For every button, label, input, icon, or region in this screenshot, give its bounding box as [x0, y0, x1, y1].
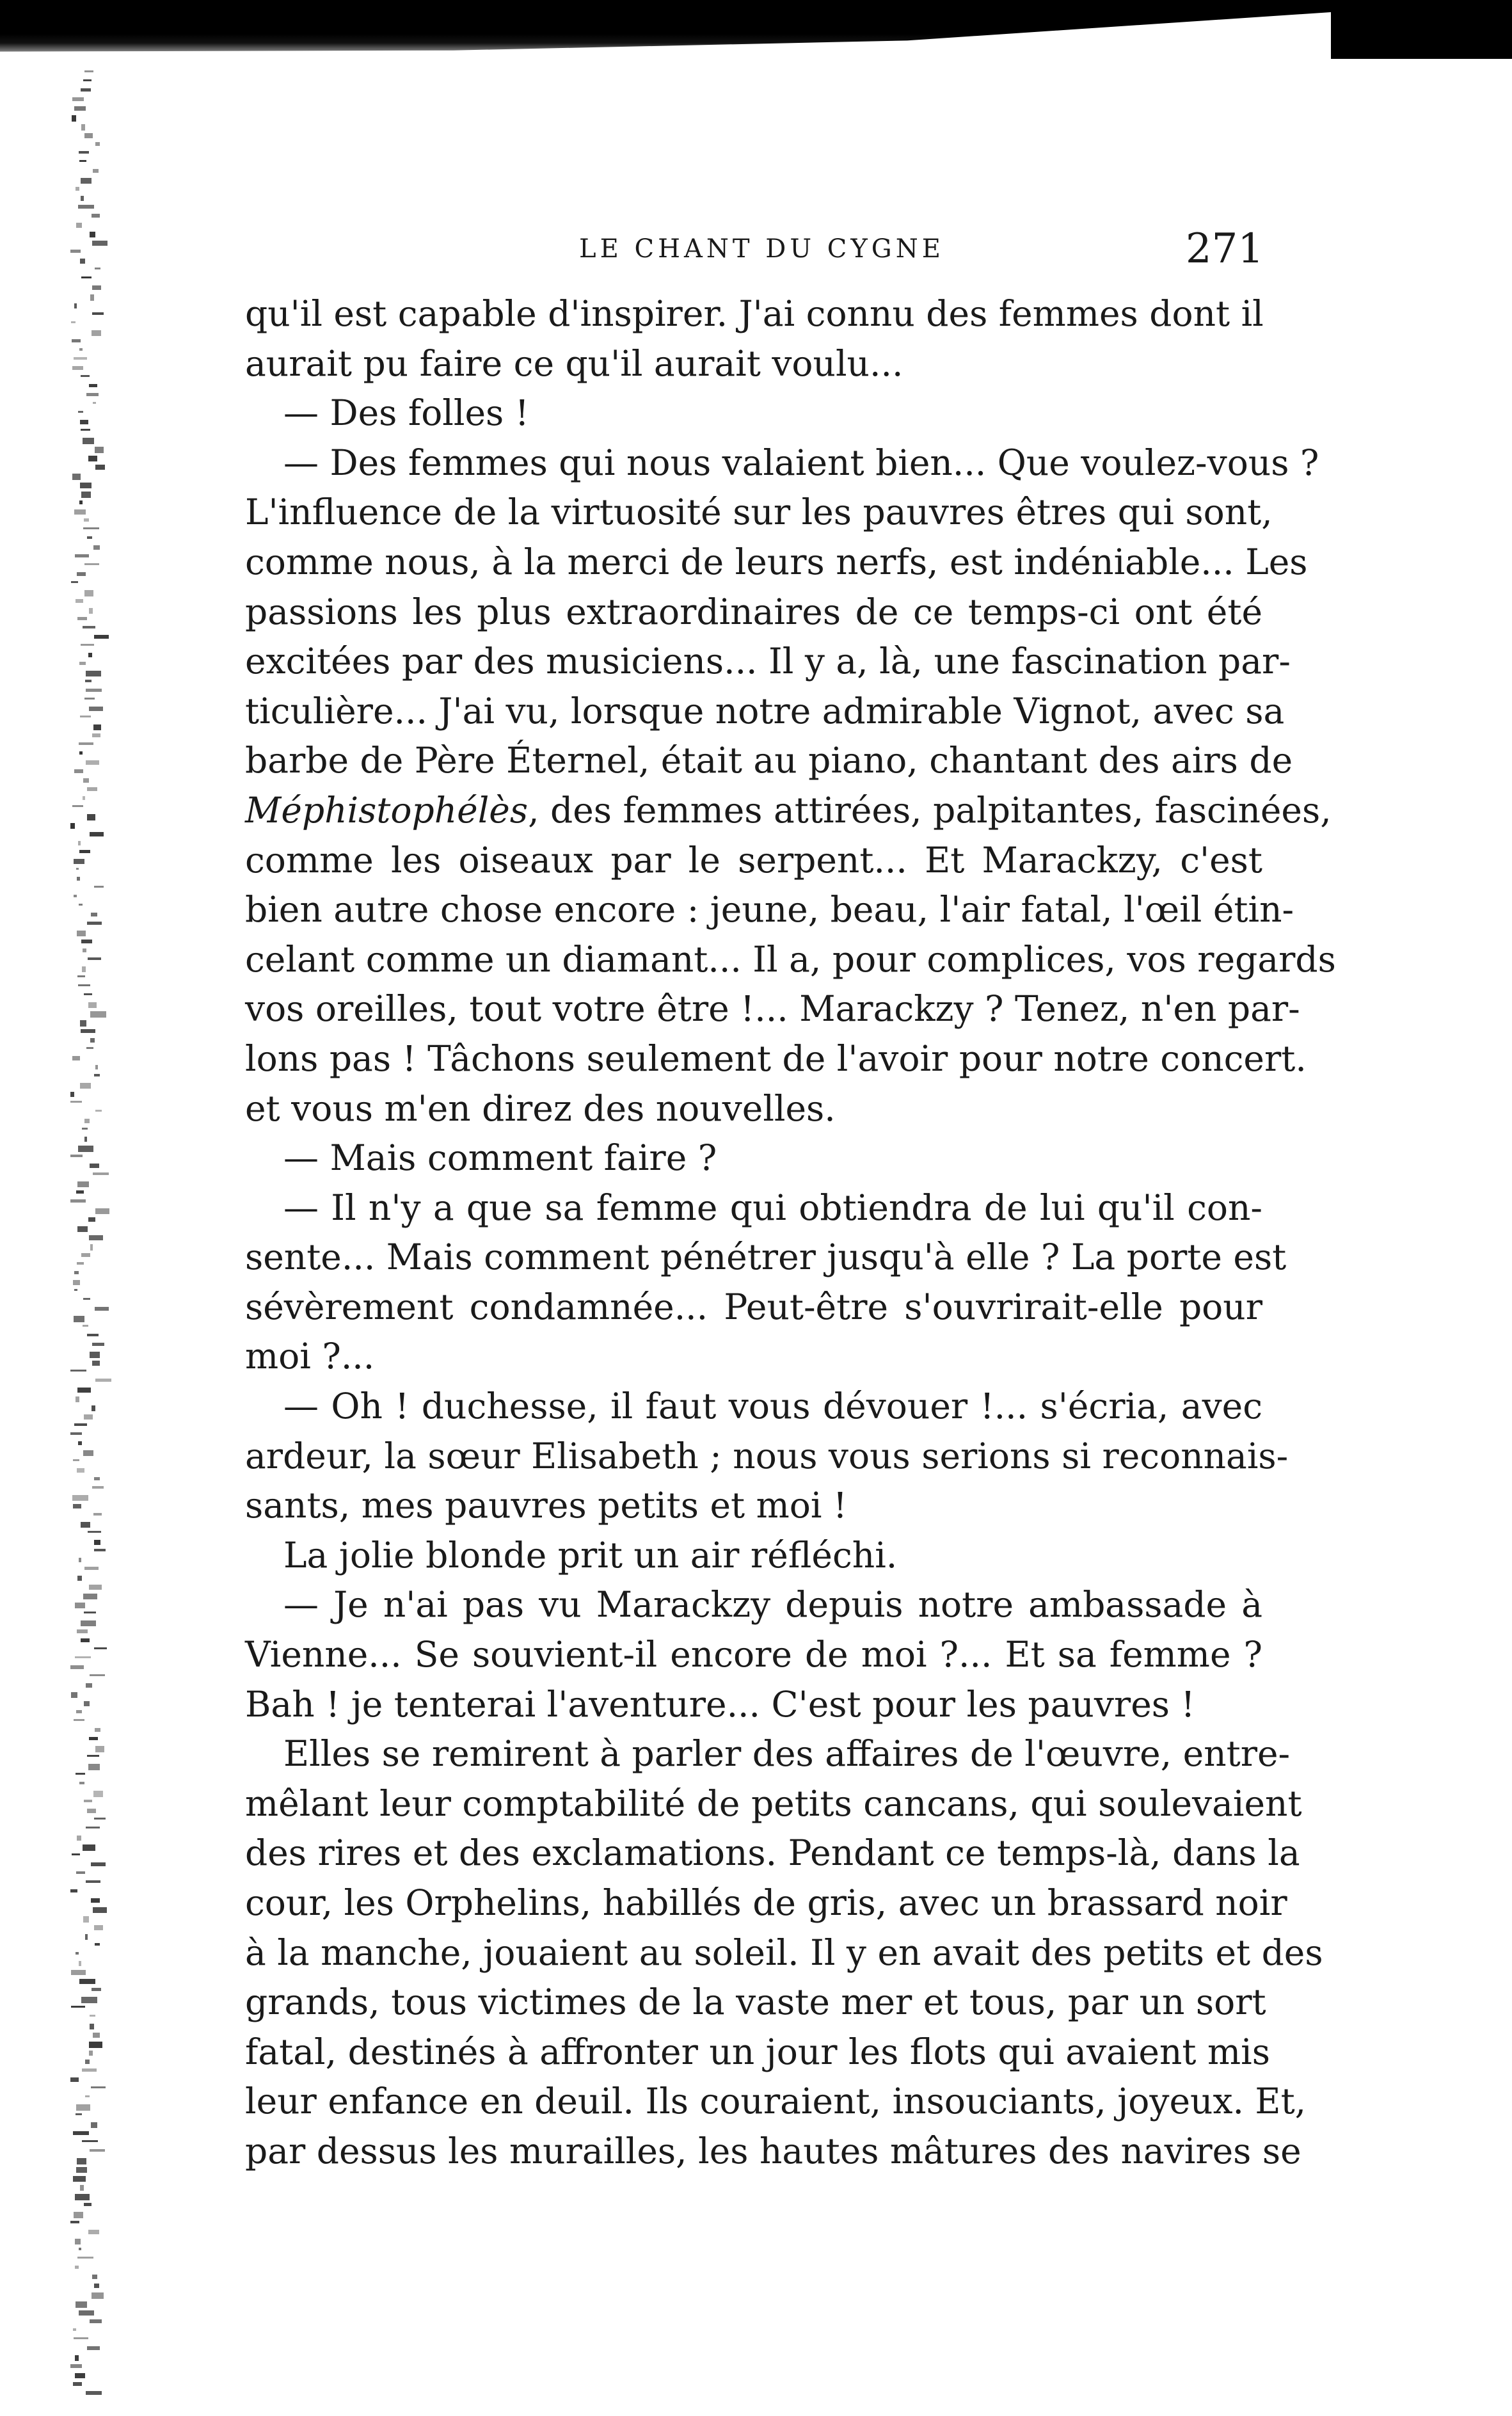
- italic-title: Méphistophélès: [245, 789, 529, 831]
- text-line: — Il n'y a que sa femme qui obtiendra de lui qu'il con-: [283, 1187, 1262, 1228]
- text-line: excitées par des musiciens... Il y a, là, une fascination par-: [245, 641, 1291, 682]
- text-line: sévèrement condamnée... Peut-être s'ouvrirait-elle pour: [245, 1286, 1262, 1327]
- text-line: des rires et des exclamations. Pendant ce temps-là, dans la: [245, 1832, 1300, 1874]
- text-line: moi ?...: [245, 1336, 375, 1377]
- text-line: sants, mes pauvres petits et moi !: [245, 1485, 848, 1526]
- text-line: fatal, destinés à affronter un jour les flots qui avaient mis: [245, 2031, 1270, 2072]
- text-line: La jolie blonde prit un air réfléchi.: [283, 1534, 898, 1576]
- text-line: vos oreilles, tout votre être !... Marackzy ? Tenez, n'en par-: [245, 988, 1300, 1030]
- text-line: cour, les Orphelins, habillés de gris, avec un brassard noir: [245, 1882, 1287, 1923]
- text-line: — Des femmes qui nous valaient bien... Que voulez-vous ?: [283, 442, 1319, 483]
- text-line: lons pas ! Tâchons seulement de l'avoir pour notre concert.: [245, 1037, 1307, 1079]
- body-text: [245, 289, 1336, 2177]
- text-line: à la manche, jouaient au soleil. Il y en avait des petits et des: [245, 1932, 1323, 1973]
- text-line: — Je n'ai pas vu Marackzy depuis notre ambassade à: [283, 1584, 1262, 1626]
- page-number: 271: [1185, 225, 1264, 273]
- text-line: comme nous, à la merci de leurs nerfs, est indéniable... Les: [245, 541, 1308, 582]
- text-line: sente... Mais comment pénétrer jusqu'à elle ? La porte est: [245, 1236, 1287, 1278]
- text-line: Bah ! je tenterai l'aventure... C'est pour les pauvres !: [245, 1683, 1195, 1725]
- text-line: mêlant leur comptabilité de petits cancans, qui soulevaient: [245, 1782, 1302, 1824]
- text-line: Vienne... Se souvient-il encore de moi ?... Et sa femme ?: [245, 1634, 1262, 1676]
- running-title: LE CHANT DU CYGNE: [579, 234, 944, 264]
- text-line: leur enfance en deuil. Ils couraient, insouciants, joyeux. Et,: [245, 2081, 1307, 2122]
- text-line: Elles se remirent à parler des affaires de l'œuvre, entre-: [283, 1733, 1291, 1775]
- text-line: grands, tous victimes de la vaste mer et tous, par un sort: [245, 1981, 1266, 2023]
- text-line: bien autre chose encore : jeune, beau, l'air fatal, l'œil étin-: [245, 889, 1294, 931]
- text-line: Méphistophélès, des femmes attirées, palpitantes, fascinées,: [245, 789, 1332, 831]
- text-line: par dessus les murailles, les hautes mâtures des navires se: [245, 2130, 1301, 2172]
- text-line: celant comme un diamant... Il a, pour complices, vos regards: [245, 938, 1336, 980]
- text-line: — Des folles !: [283, 392, 529, 434]
- text-line: comme les oiseaux par le serpent... Et Marackzy, c'est: [245, 839, 1262, 881]
- text-line: ticulière... J'ai vu, lorsque notre admirable Vignot, avec sa: [245, 690, 1285, 732]
- text-line: L'influence de la virtuosité sur les pauvres êtres qui sont,: [245, 492, 1273, 533]
- text-line: ardeur, la sœur Elisabeth ; nous vous serions si reconnais-: [245, 1435, 1289, 1476]
- text-line: et vous m'en direz des nouvelles.: [245, 1087, 836, 1129]
- running-head: [246, 225, 1264, 276]
- text-line: barbe de Père Éternel, était au piano, chantant des airs de: [245, 740, 1293, 781]
- text-line: — Mais comment faire ?: [283, 1137, 717, 1179]
- text-line: passions les plus extraordinaires de ce temps-ci ont été: [245, 591, 1262, 632]
- text-line: — Oh ! duchesse, il faut vous dévouer !... s'écria, avec: [283, 1386, 1262, 1427]
- text-line: qu'il est capable d'inspirer. J'ai connu des femmes dont il: [245, 293, 1264, 334]
- text-line: aurait pu faire ce qu'il aurait voulu...: [245, 342, 903, 384]
